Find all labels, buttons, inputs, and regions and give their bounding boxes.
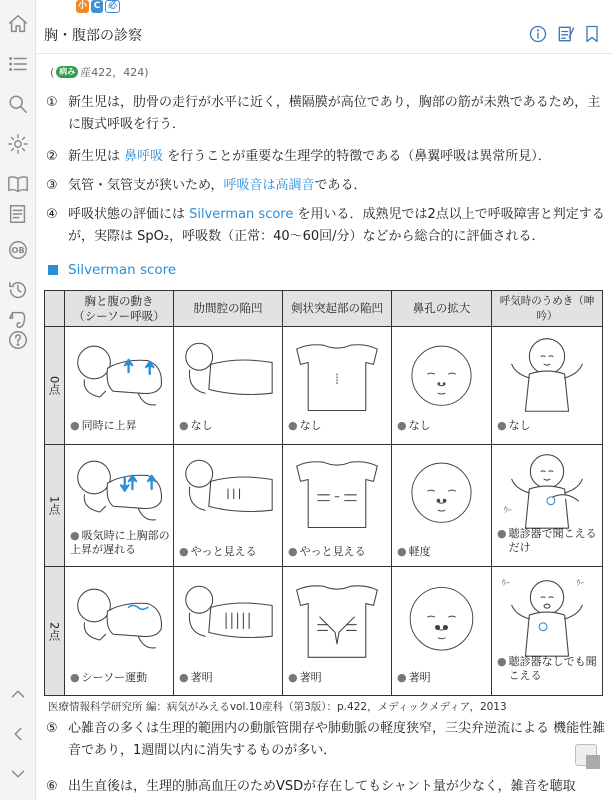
- category-badge: 必: [105, 0, 120, 13]
- chevron-up-icon[interactable]: [0, 678, 36, 710]
- column-header: 胸と腹の動き （シーソー呼吸）: [65, 291, 174, 327]
- history-icon[interactable]: [0, 274, 36, 306]
- score-cell: [65, 567, 174, 695]
- reference-badge[interactable]: 病み: [56, 66, 78, 78]
- score-cell: [492, 567, 602, 695]
- column-header: 鼻孔の拡大: [392, 291, 492, 327]
- svg-text:ｳｰ: ｳｰ: [576, 578, 585, 588]
- score-cell: [174, 567, 283, 695]
- score-caption: ● やっと見える: [179, 545, 257, 558]
- help-icon[interactable]: [0, 324, 36, 356]
- list-item: [46, 175, 606, 197]
- book-icon[interactable]: [0, 168, 36, 200]
- svg-text:OB: OB: [11, 245, 25, 256]
- score-cell: [174, 327, 283, 445]
- settings-gear-icon[interactable]: [0, 128, 36, 160]
- page-title: 胸・腹部の診察: [44, 28, 142, 44]
- score-caption: ● 軽度: [397, 545, 431, 558]
- chest-side-illustration: [180, 573, 276, 661]
- figure-source: 医療情報科学研究所 編：病気がみえるvol.10産科（第3版）：p.422，メディックメディア，2013: [48, 701, 507, 713]
- item-number: ③: [46, 178, 58, 193]
- highlight-term[interactable]: 鼻呼吸: [124, 149, 164, 164]
- table-corner: [45, 291, 65, 327]
- item-text: 気管・気管支が狭いため，呼吸音は高調音である．: [68, 178, 367, 193]
- score-caption: ● なし: [179, 419, 213, 432]
- score-caption: ● 聴診器なしでも聞こえる: [497, 655, 597, 682]
- svg-text:ｳｰ: ｳｰ: [503, 505, 512, 515]
- reference-text: 産422，424): [80, 66, 149, 79]
- torso-front-illustration: [289, 333, 385, 415]
- torso-front-illustration: [289, 451, 385, 531]
- list-item: [46, 92, 606, 136]
- baby-stethoscope-illustration: [498, 451, 596, 529]
- score-caption: ● 聴診器で聞こえるだけ: [497, 527, 597, 554]
- baby-side-illustration: [71, 573, 167, 661]
- score-caption: ● 同時に上昇: [70, 419, 137, 432]
- category-badge: 小: [78, 1, 88, 11]
- item-text: 出生直後は，生理的肺高血圧のためVSDが存在してもシャント量が少なく，雑音を聴取: [68, 779, 576, 794]
- baby-face-illustration: [398, 333, 485, 415]
- list-icon[interactable]: [0, 48, 36, 80]
- baby-face-illustration: [398, 451, 485, 531]
- category-badges: [76, 0, 120, 13]
- score-caption: ● なし: [497, 419, 531, 432]
- chest-side-illustration: [180, 333, 276, 415]
- score-cell: [65, 327, 174, 445]
- item-text: 新生児は，肋骨の走行が水平に近く，横隔膜が高位であり，胸部の筋が未熟であるため，主に腹式呼吸を行う．: [68, 95, 601, 132]
- score-cell: [283, 445, 392, 567]
- floating-note-button[interactable]: [575, 744, 597, 766]
- page-header: [36, 14, 613, 54]
- score-cell: [392, 567, 492, 695]
- section-title: Silverman score: [68, 262, 177, 278]
- baby-side-illustration: [71, 333, 167, 415]
- score-cell: [283, 567, 392, 695]
- baby-face-illustration: [398, 573, 485, 661]
- score-cell: [392, 327, 492, 445]
- chest-side-illustration: [180, 451, 276, 531]
- baby-stethoscope-illustration: [498, 573, 596, 657]
- score-caption: ● 著明: [288, 671, 322, 684]
- list-item: [46, 776, 606, 798]
- score-cell: [492, 445, 602, 567]
- score-cell: [492, 327, 602, 445]
- score-cell: [283, 327, 392, 445]
- home-icon[interactable]: [0, 8, 36, 40]
- edit-note-icon[interactable]: [555, 23, 577, 45]
- svg-text:ｳｰ: ｳｰ: [501, 578, 510, 588]
- row-header: 1点: [45, 445, 65, 567]
- list-item: [46, 718, 606, 762]
- article-content: [36, 54, 613, 800]
- column-header: 剣状突起部の陥凹: [283, 291, 392, 327]
- torso-front-illustration: [289, 573, 385, 661]
- item-number: ①: [46, 95, 58, 110]
- baby-front-illustration: [498, 333, 596, 415]
- item-text: 心雑音の多くは生理的範囲内の動脈管開存や肺動脈の軽度狭窄，三尖弁逆流による 機能性雑音であり，1週間以内に消失するものが多い．: [68, 721, 606, 758]
- highlight-term[interactable]: Silverman score: [189, 207, 294, 222]
- silverman-table[interactable]: [44, 290, 603, 696]
- chevron-left-icon[interactable]: [0, 718, 36, 750]
- score-cell: [392, 445, 492, 567]
- search-icon[interactable]: [0, 88, 36, 120]
- bookmark-icon[interactable]: [581, 23, 603, 45]
- section-heading: [48, 262, 176, 278]
- top-strip: [36, 0, 613, 14]
- baby-side-illustration: [71, 451, 167, 527]
- item-text: 呼吸状態の評価には Silverman score を用いる．成熟児では2点以上で呼吸障害と判定するが，実際は SpO₂，呼吸数（正常：40〜60回/分）などから総合的に評価される．: [68, 207, 605, 244]
- section-square-icon: [48, 265, 58, 275]
- item-number: ⑥: [46, 779, 58, 794]
- score-caption: ● なし: [397, 419, 431, 432]
- score-cell: [65, 445, 174, 567]
- reference-open: (: [50, 65, 55, 79]
- notes-icon[interactable]: [0, 198, 36, 230]
- score-caption: ● 吸気時に上胸部の上昇が遅れる: [70, 529, 170, 556]
- reference-line: [50, 64, 149, 80]
- score-caption: ● 著明: [179, 671, 213, 684]
- score-cell: [174, 445, 283, 567]
- score-caption: ● なし: [288, 419, 322, 432]
- list-item: [46, 146, 606, 168]
- category-badge: C: [91, 0, 103, 13]
- row-header: 0点: [45, 327, 65, 445]
- score-caption: ● シーソー運動: [70, 671, 148, 684]
- chevron-down-icon[interactable]: [0, 758, 36, 790]
- row-header: 2点: [45, 567, 65, 695]
- side-toolbar: [0, 0, 36, 800]
- score-caption: ● 著明: [397, 671, 431, 684]
- list-item: [46, 204, 606, 248]
- item-text: 新生児は 鼻呼吸 を行うことが重要な生理学的特徴である（鼻翼呼吸は異常所見）．: [68, 149, 551, 164]
- item-number: ④: [46, 207, 58, 222]
- item-number: ②: [46, 149, 58, 164]
- info-icon[interactable]: [527, 23, 549, 45]
- ob-icon[interactable]: [0, 234, 36, 266]
- column-header: 呼気時のうめき（呻吟）: [492, 291, 602, 327]
- column-header: 肋間腔の陥凹: [174, 291, 283, 327]
- item-number: ⑤: [46, 721, 58, 736]
- score-caption: ● やっと見える: [288, 545, 366, 558]
- highlight-term[interactable]: 呼吸音は高調音: [223, 178, 315, 193]
